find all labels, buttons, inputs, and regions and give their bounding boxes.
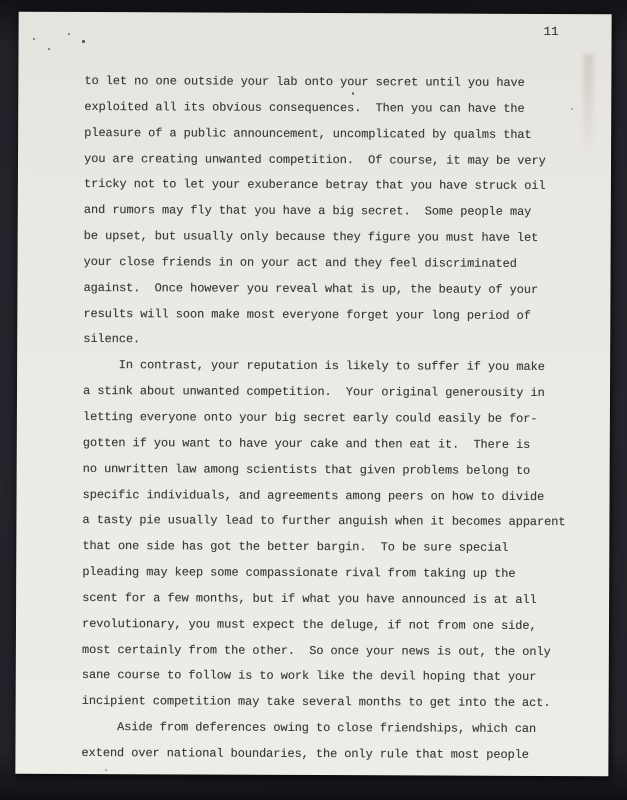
paper-speckle: [571, 108, 573, 110]
text-line: a stink about unwanted competition. Your original generousity in: [82, 384, 545, 401]
paper-speckle: [33, 38, 35, 40]
paper-speckle: [105, 769, 107, 771]
text-line: to let no one outside your lab onto your secret until you have: [84, 73, 525, 90]
stray-ink-mark: [352, 92, 354, 95]
text-line: revolutionary, you must expect the deluge, if not from one side,: [81, 616, 537, 633]
text-line: sane course to follow is to work like the devil hoping that your: [81, 668, 537, 685]
document-page: [15, 12, 611, 777]
page-number: 11: [543, 25, 559, 40]
text-line: specific individuals, and agreements among peers on how to divide: [82, 487, 545, 504]
text-line: be upset, but usually only because they figure you must have let: [83, 229, 539, 246]
text-line: letting everyone onto your big secret early could easily be for-: [82, 409, 538, 426]
text-line: tricky not to let your exuberance betray that you have struck oil: [83, 177, 546, 194]
text-line: In contrast, your reputation is likely to suffer if you make: [83, 358, 545, 375]
text-line: Aside from deferences owing to close friendships, which can: [81, 720, 537, 737]
text-line: your close friends in on your act and they feel discriminated: [83, 254, 517, 271]
text-line: and rumors may fly that you have a big secret. Some people may: [83, 203, 532, 220]
text-line: a tasty pie usually lead to further anguish when it becomes apparent: [82, 513, 566, 530]
text-line: against. Once however you reveal what is up, the beauty of your: [83, 280, 538, 297]
text-line: you are creating unwanted competition. Of course, it may be very: [83, 151, 546, 168]
text-line: gotten if you want to have your cake and then eat it. There is: [82, 435, 531, 452]
typewritten-body: [81, 69, 594, 769]
paper-speckle: [68, 33, 70, 35]
text-line: pleasure of a public announcement, uncomplicated by qualms that: [84, 125, 532, 142]
text-line: scent for a few months, but if what you have announced is at all: [82, 590, 537, 607]
text-line: exploited all its obvious consequences. Then you can have the: [84, 99, 525, 116]
text-line: results will soon make most everyone forget your long period of: [83, 306, 531, 323]
text-line: pleading may keep some compassionate rival from taking up the: [82, 565, 516, 581]
text-line: that one side has got the better bargin. To be sure special: [82, 539, 509, 556]
paper-speckle: [48, 48, 50, 50]
paper-speckle: [82, 40, 85, 43]
text-line: extend over national boundaries, the only rule that most people: [81, 745, 529, 762]
text-line: silence.: [83, 332, 141, 347]
text-line: no unwritten law among scientists that given problems belong to: [82, 461, 531, 478]
text-line: incipient competition may take several months to get into the act.: [81, 694, 551, 711]
text-line: most certainly from the other. So once your news is out, the only: [81, 642, 551, 659]
